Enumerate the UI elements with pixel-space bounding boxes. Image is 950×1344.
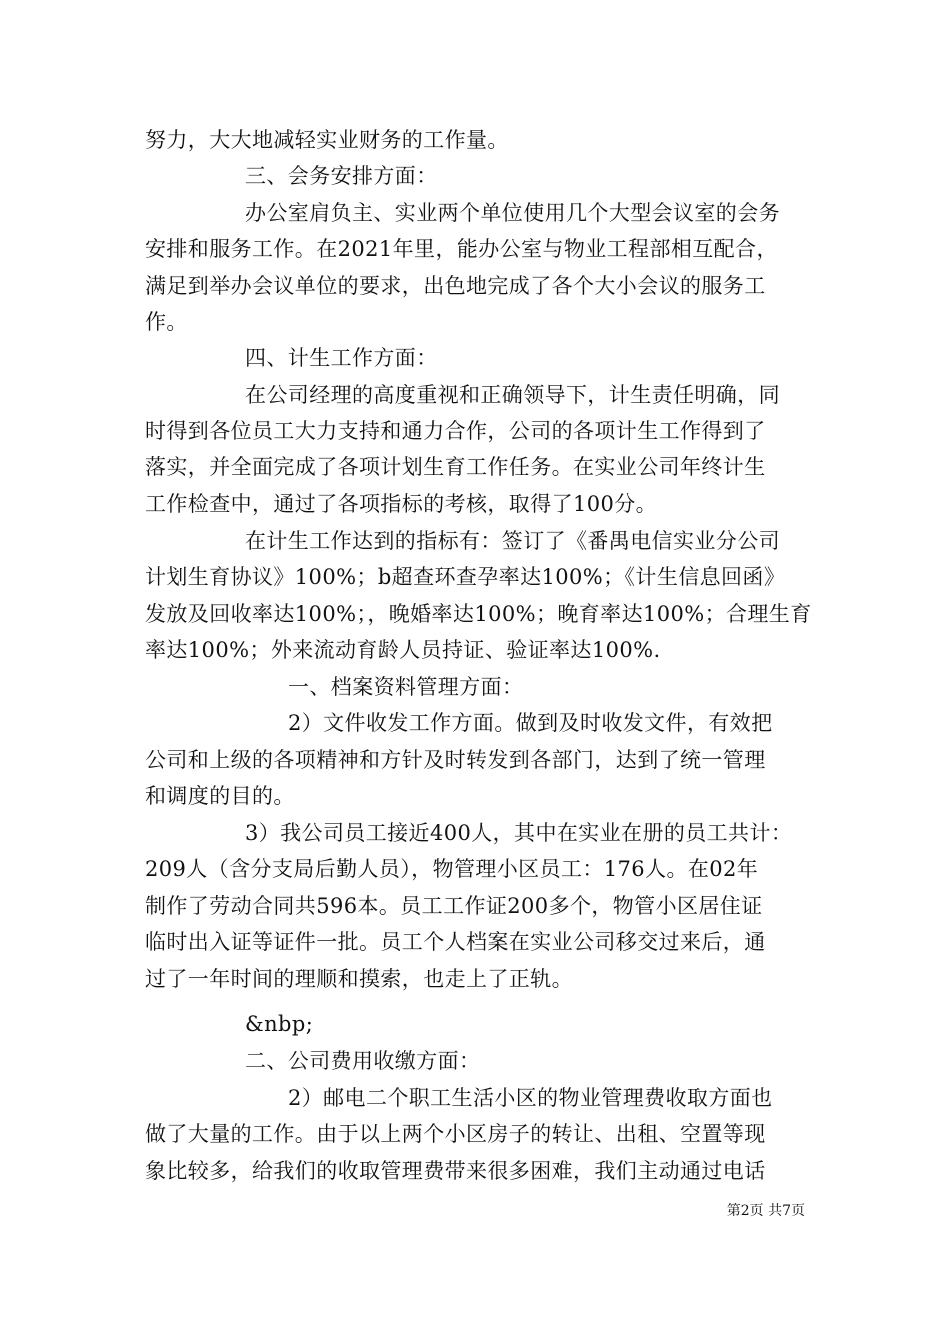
text-line: 在计生工作达到的指标有：签订了《番禺电信实业分公司 (245, 529, 780, 553)
text-line: 3）我公司员工接近400人，其中在实业在册的员工共计： (245, 821, 793, 845)
text-line: 工作检查中，通过了各项指标的考核，取得了100分。 (145, 492, 658, 516)
text-line: 努力，大大地减轻实业财务的工作量。 (145, 128, 509, 152)
text-line: 计划生育协议》100%；b超查环查孕率达100%；《计生信息回函》 (145, 565, 786, 589)
text-line: 临时出入证等证件一批。员工个人档案在实业公司移交过来后，通 (145, 930, 766, 954)
page-number: 第2页 共7页 (726, 1203, 805, 1219)
text-line: 满足到举办会议单位的要求，出色地完成了各个大小会议的服务工 (145, 274, 766, 298)
section-heading: 四、计生工作方面： (245, 346, 438, 370)
text-line: 在公司经理的高度重视和正确领导下，计生责任明确，同 (245, 383, 780, 407)
text-line: 时得到各位员工大力支持和通力合作，公司的各项计生工作得到了 (145, 419, 766, 443)
text-line: 做了大量的工作。由于以上两个小区房子的转让、出租、空置等现 (145, 1122, 766, 1146)
text-line: 办公室肩负主、实业两个单位使用几个大型会议室的会务 (245, 201, 780, 225)
text-line: 发放及回收率达100%；，晚婚率达100%；晚育率达100%；合理生育 (145, 602, 812, 626)
text-line: 率达100%；外来流动育龄人员持证、验证率达100%. (145, 638, 661, 662)
text-line: 2）邮电二个职工生活小区的物业管理费收取方面也 (288, 1086, 773, 1110)
text-line: 安排和服务工作。在2021年里，能办公室与物业工程部相互配合， (145, 237, 778, 261)
text-line: 209人（含分支局后勤人员），物管理小区员工：176人。在02年 (145, 857, 759, 881)
text-line: 公司和上级的各项精神和方针及时转发到各部门，达到了统一管理 (145, 748, 766, 772)
section-heading: 一、档案资料管理方面： (288, 675, 524, 699)
text-line: 象比较多，给我们的收取管理费带来很多困难，我们主动通过电话 (145, 1159, 766, 1183)
section-heading: 二、公司费用收缴方面： (245, 1049, 481, 1073)
text-line: 制作了劳动合同共596本。员工工作证200多个，物管小区居住证 (145, 894, 763, 918)
text-line: 作。 (145, 310, 188, 334)
text-line: 过了一年时间的理顺和摸索，也走上了正轨。 (145, 967, 573, 991)
text-line: 落实，并全面完成了各项计划生育工作任务。在实业公司年终计生 (145, 455, 766, 479)
text-line: 2）文件收发工作方面。做到及时收发文件，有效把 (288, 711, 773, 735)
text-line: 和调度的目的。 (145, 784, 295, 808)
text-line: &nbp; (245, 1012, 314, 1036)
section-heading: 三、会务安排方面： (245, 164, 438, 188)
